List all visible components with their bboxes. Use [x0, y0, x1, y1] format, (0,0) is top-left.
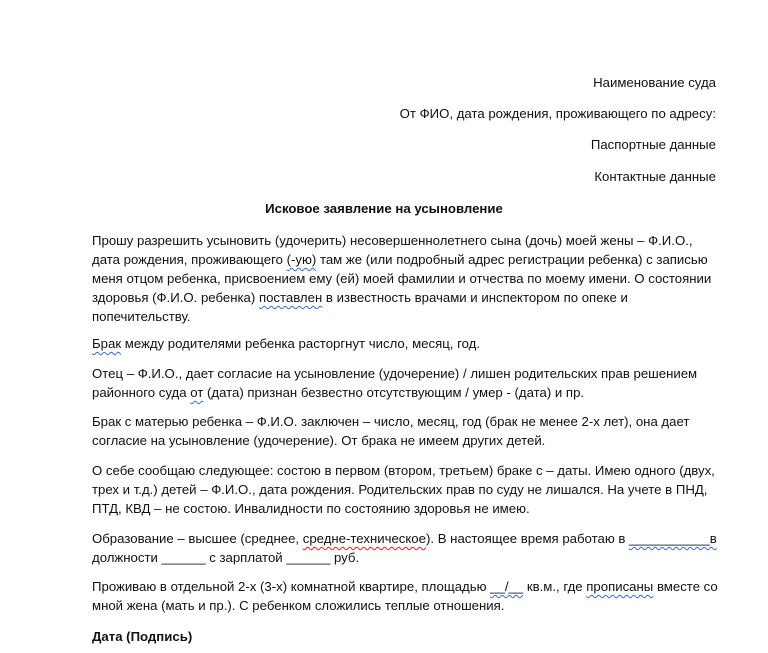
- document-title: Исковое заявление на усыновление: [265, 201, 503, 216]
- paragraph-marriage: Брак с матерью ребенка – Ф.И.О. заключен – число, месяц, год (брак не менее 2-х лет), она дает согласие на усыновление (удочерение). От брака не имеем других детей.: [92, 414, 690, 448]
- paragraph-request: Прошу разрешить усыновить (удочерить) несовершеннолетнего сына (дочь) моей жены – Ф.И.О., дата рождения, проживающего (-ую) там же (или подробный адрес регистрации ребенка) с записью меня отцом ребенка, присвоением ему (ей) моей фамилии и отчества по моему имени. О состоянии здоровья (Ф.И.О. ребенка) поставлен в известность врачами и инспектором по опеке и попечительству.: [92, 233, 712, 324]
- court-name: Наименование суда: [593, 75, 716, 90]
- paragraph-about-self: О себе сообщаю следующее: состою в первом (втором, третьем) браке с – даты. Имею одного (двух, трех и т.д.) детей – Ф.И.О., дата рождения. Родительских прав по суду не лишался. На учете в ПНД, ПТД, КВД – не состою. Инвалидности по состоянию здоровья не имею.: [92, 463, 715, 516]
- contact-data: Контактные данные: [594, 169, 716, 184]
- applicant-line: От ФИО, дата рождения, проживающего по адресу:: [399, 106, 716, 121]
- paragraph-father: Отец – Ф.И.О., дает согласие на усыновление (удочерение) / лишен родительских прав решением районного суда от (дата) признан безвестно отсутствующим / умер - (дата) и пр.: [92, 366, 698, 400]
- paragraph-education: Образование – высшее (среднее, средне-техническое). В настоящее время работаю в ___________в должности ______ с зарплатой ______ руб.: [92, 531, 717, 565]
- paragraph-housing: Проживаю в отдельной 2-х (3-х) комнатной квартире, площадью __/__ кв.м., где прописаны вместе со мной жена (мать и пр.). С ребенком сложились теплые отношения.: [92, 579, 718, 613]
- date-signature: Дата (Подпись): [92, 629, 193, 644]
- paragraph-divorce: Брак между родителями ребенка расторгнут число, месяц, год.: [92, 336, 481, 351]
- passport-data: Паспортные данные: [590, 137, 716, 152]
